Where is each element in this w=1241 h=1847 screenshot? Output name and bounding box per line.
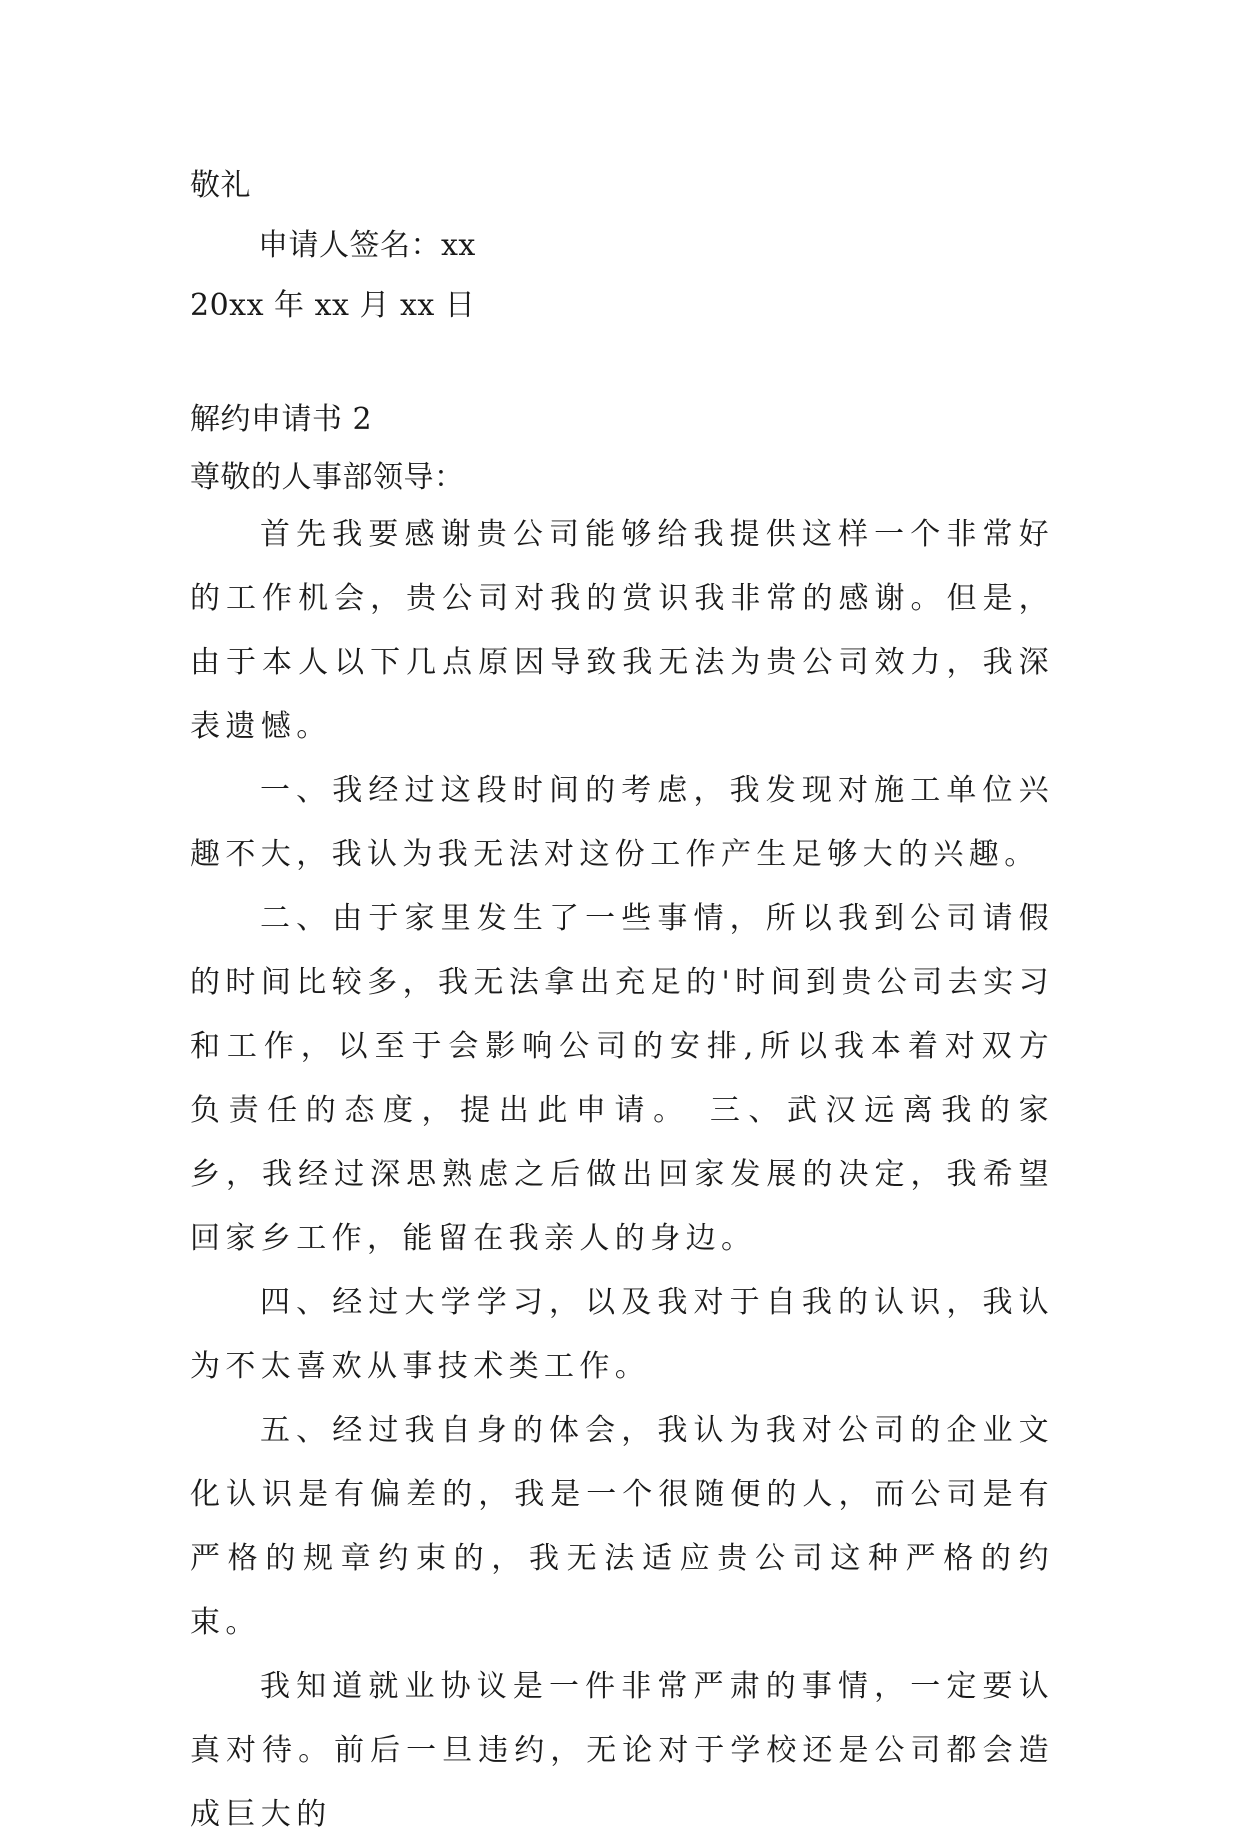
paragraph-reason-2-3: 二、由于家里发生了一些事情，所以我到公司请假的时间比较多，我无法拿出充足的'时间到贵公司去实习和工作，以至于会影响公司的安排,所以我本着对双方负责任的态度，提出此申请。 三、武汉远离我的家乡，我经过深思熟虑之后做出回家发展的决定，我希望回家乡工作，能留在我亲人的身边。 (190, 901, 1054, 1256)
letter-title: 解约申请书 2 (190, 402, 373, 437)
paragraph-reason-1: 一、我经过这段时间的考虑，我发现对施工单位兴趣不大，我认为我无法对这份工作产生足够大的兴趣。 (190, 773, 1054, 872)
paragraph-reason-4: 四、经过大学学习，以及我对于自我的认识，我认为不太喜欢从事技术类工作。 (190, 1285, 1054, 1384)
closing-salute: 敬礼 (190, 168, 251, 203)
applicant-signature: 申请人签名：xx (258, 228, 476, 263)
signature-date: 20xx 年 xx 月 xx 日 (190, 288, 476, 323)
letter-body (190, 503, 1054, 1847)
paragraph-conclusion: 我知道就业协议是一件非常严肃的事情，一定要认真对待。前后一旦违约，无论对于学校还是公司都会造成巨大的 (190, 1669, 1054, 1832)
paragraph-reason-5: 五、经过我自身的体会，我认为我对公司的企业文化认识是有偏差的，我是一个很随便的人，而公司是有严格的规章约束的，我无法适应贵公司这种严格的约束。 (190, 1413, 1054, 1640)
paragraph-gratitude: 首先我要感谢贵公司能够给我提供这样一个非常好的工作机会，贵公司对我的赏识我非常的感谢。但是，由于本人以下几点原因导致我无法为贵公司效力，我深表遗憾。 (190, 517, 1054, 744)
letter-greeting: 尊敬的人事部领导： (190, 460, 465, 495)
